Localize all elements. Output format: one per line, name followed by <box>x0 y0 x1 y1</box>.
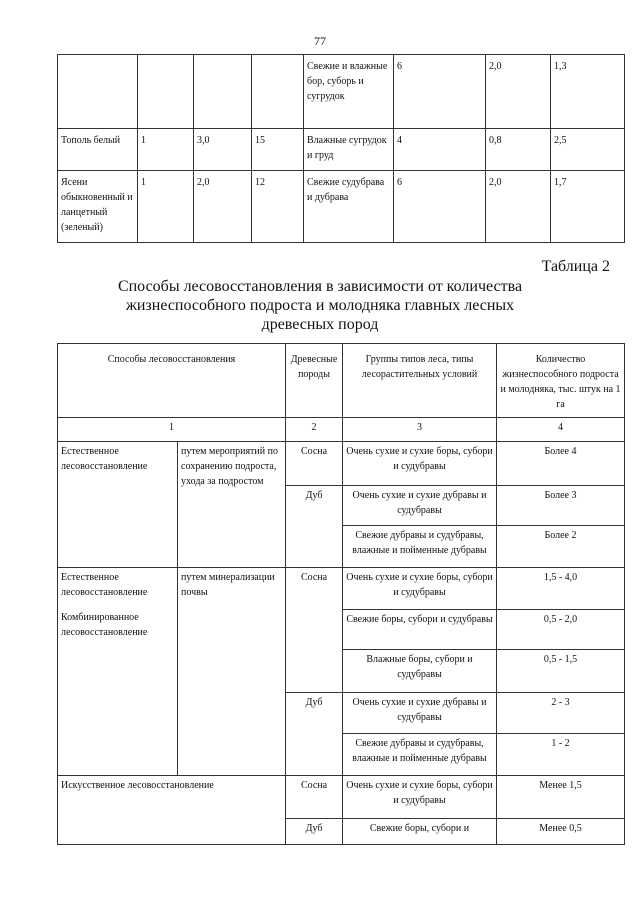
table-title: Способы лесовосстановления в зависимости от количества жизнеспособного подроста и молодняка главных лесных древесных пород <box>117 278 523 333</box>
table-row <box>58 55 625 129</box>
header-row <box>58 344 625 418</box>
column-number: 3 <box>343 418 497 442</box>
table-cell: 2,0 <box>486 171 551 243</box>
column-number: 4 <box>497 418 625 442</box>
method-detail-cell: путем мероприятий по сохранению подроста, ухода за подростом <box>178 442 286 568</box>
table-cell <box>138 55 194 129</box>
forest-type-cell: Свежие боры, субори и судубравы <box>343 610 497 650</box>
table-row <box>58 171 625 243</box>
table-cell: 1 <box>138 171 194 243</box>
quantity-cell: 1,5 - 4,0 <box>497 568 625 610</box>
method-cell <box>58 568 178 776</box>
method-text-alt: Комбинированное лесовосстановление <box>61 612 148 638</box>
table-row <box>58 568 625 610</box>
method-cell: Естественное лесовосстановление <box>58 442 178 568</box>
table-cell: 6 <box>394 55 486 129</box>
quantity-cell: Более 4 <box>497 442 625 486</box>
forest-type-cell: Свежие дубравы и судубравы, влажные и пойменные дубравы <box>343 526 497 568</box>
quantity-cell: Более 2 <box>497 526 625 568</box>
species-cell: Дуб <box>286 819 343 845</box>
table-cell: 6 <box>394 171 486 243</box>
table-cell: Свежие и влажные бор, суборь и сугрудок <box>304 55 394 129</box>
forest-type-cell: Очень сухие и сухие боры, субори и судубравы <box>343 776 497 819</box>
table-cell: Влажные сугрудок и груд <box>304 129 394 171</box>
forest-type-cell: Влажные боры, субори и судубравы <box>343 650 497 693</box>
table-cell <box>58 55 138 129</box>
species-cell: Сосна <box>286 442 343 486</box>
header-cell: Способы лесовосстановления <box>58 344 286 418</box>
quantity-cell: Менее 0,5 <box>497 819 625 845</box>
table-cell: Ясени обыкновенный и ланцетный (зеленый) <box>58 171 138 243</box>
table-cell: Свежие судубрава и дубрава <box>304 171 394 243</box>
method-detail-cell: путем минерализации почвы <box>178 568 286 776</box>
reforestation-table <box>57 343 625 845</box>
table-cell <box>194 55 252 129</box>
forest-type-cell: Свежие боры, субори и <box>343 819 497 845</box>
forest-type-cell: Свежие дубравы и судубравы, влажные и пойменные дубравы <box>343 734 497 776</box>
table-cell: 12 <box>252 171 304 243</box>
table-cell: 1 <box>138 129 194 171</box>
forest-type-cell: Очень сухие и сухие дубравы и судубравы <box>343 693 497 734</box>
table-cell: 15 <box>252 129 304 171</box>
table-cell <box>252 55 304 129</box>
method-cell: Искусственное лесовосстановление <box>58 776 286 845</box>
column-number: 2 <box>286 418 343 442</box>
table-cell: 4 <box>394 129 486 171</box>
table-cell: 2,0 <box>194 171 252 243</box>
table-cell: 1,3 <box>551 55 625 129</box>
table-row <box>58 442 625 486</box>
quantity-cell: 0,5 - 1,5 <box>497 650 625 693</box>
forest-type-cell: Очень сухие и сухие боры, субори и судубравы <box>343 568 497 610</box>
column-number-row <box>58 418 625 442</box>
quantity-cell: 1 - 2 <box>497 734 625 776</box>
quantity-cell: Менее 1,5 <box>497 776 625 819</box>
table-row <box>58 129 625 171</box>
header-cell: Группы типов леса, типы лесорастительных условий <box>343 344 497 418</box>
header-cell: Древесные породы <box>286 344 343 418</box>
table-cell: Тополь белый <box>58 129 138 171</box>
table-row <box>58 776 625 819</box>
forest-type-cell: Очень сухие и сухие дубравы и судубравы <box>343 486 497 526</box>
species-cell: Дуб <box>286 693 343 776</box>
quantity-cell: 0,5 - 2,0 <box>497 610 625 650</box>
method-text: Естественное лесовосстановление <box>61 572 148 598</box>
table-cell: 2,5 <box>551 129 625 171</box>
species-cell: Сосна <box>286 776 343 819</box>
quantity-cell: 2 - 3 <box>497 693 625 734</box>
forest-type-cell: Очень сухие и сухие боры, субори и судубравы <box>343 442 497 486</box>
table-cell: 0,8 <box>486 129 551 171</box>
page-number: 77 <box>314 34 326 48</box>
header-cell: Количество жизнеспособного подроста и молодняка, тыс. штук на 1 га <box>497 344 625 418</box>
quantity-cell: Более 3 <box>497 486 625 526</box>
species-cell: Сосна <box>286 568 343 693</box>
table-cell: 3,0 <box>194 129 252 171</box>
species-cell: Дуб <box>286 486 343 568</box>
column-number: 1 <box>58 418 286 442</box>
table-cell: 2,0 <box>486 55 551 129</box>
table-label: Таблица 2 <box>541 258 610 275</box>
continued-table <box>57 54 625 243</box>
table-cell: 1,7 <box>551 171 625 243</box>
